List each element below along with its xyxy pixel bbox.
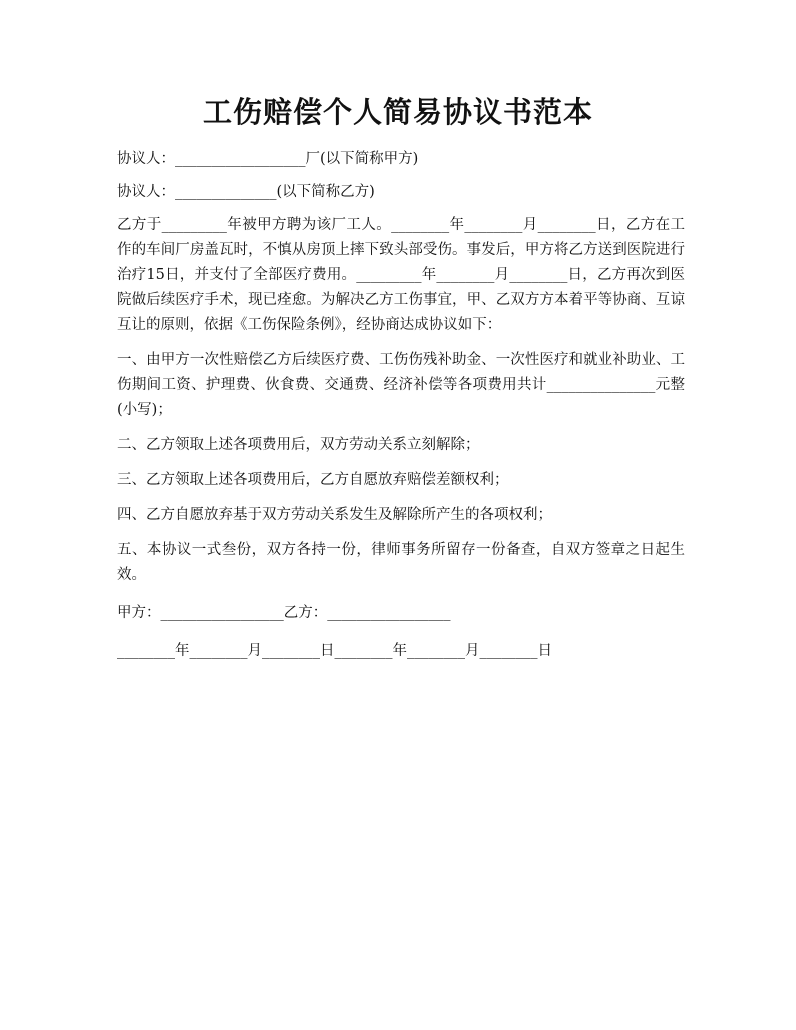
clause-1: 一、由甲方一次性赔偿乙方后续医疗费、工伤伤残补助金、一次性医疗和就业补助业、工伤期间工资、护理费、伙食费、交通费、经济补偿等各项费用共计_______________元整(小写)； bbox=[117, 352, 685, 418]
signature-line: 甲方：_________________乙方：_________________ bbox=[117, 605, 451, 621]
document-body bbox=[117, 147, 685, 674]
clause-3: 三、乙方领取上述各项费用后，乙方自愿放弃赔偿差额权利； bbox=[117, 472, 509, 488]
clause-2: 二、乙方领取上述各项费用后，双方劳动关系立刻解除； bbox=[117, 437, 480, 453]
clause-5: 五、本协议一式叁份，双方各持一份，律师事务所留存一份备查，自双方签章之日起生效。 bbox=[117, 542, 685, 583]
party-b-line: 协议人：______________(以下简称乙方) bbox=[117, 184, 375, 200]
document-title: 工伤赔偿个人简易协议书范本 bbox=[202, 95, 593, 129]
party-a-line: 协议人：__________________厂(以下简称甲方) bbox=[117, 151, 419, 167]
date-line: ________年________月________日________年________月________日 bbox=[117, 643, 552, 659]
clause-4: 四、乙方自愿放弃基于双方劳动关系发生及解除所产生的各项权利； bbox=[117, 507, 552, 523]
intro-paragraph: 乙方于_________年被甲方聘为该厂工人。________年________月________日，乙方在工作的车间厂房盖瓦时，不慎从房顶上摔下致头部受伤。事发后，甲方将乙方送到医院进行治疗15日，并支付了全部医疗费用。_________年________月________日，乙方再次到医院做后续医疗手术，现已痊愈。为解决乙方工伤事宜，甲、乙双方方本着平等协商、互谅互让的原则，依据《工伤保险条例》，经协商达成协议如下： bbox=[117, 217, 685, 333]
